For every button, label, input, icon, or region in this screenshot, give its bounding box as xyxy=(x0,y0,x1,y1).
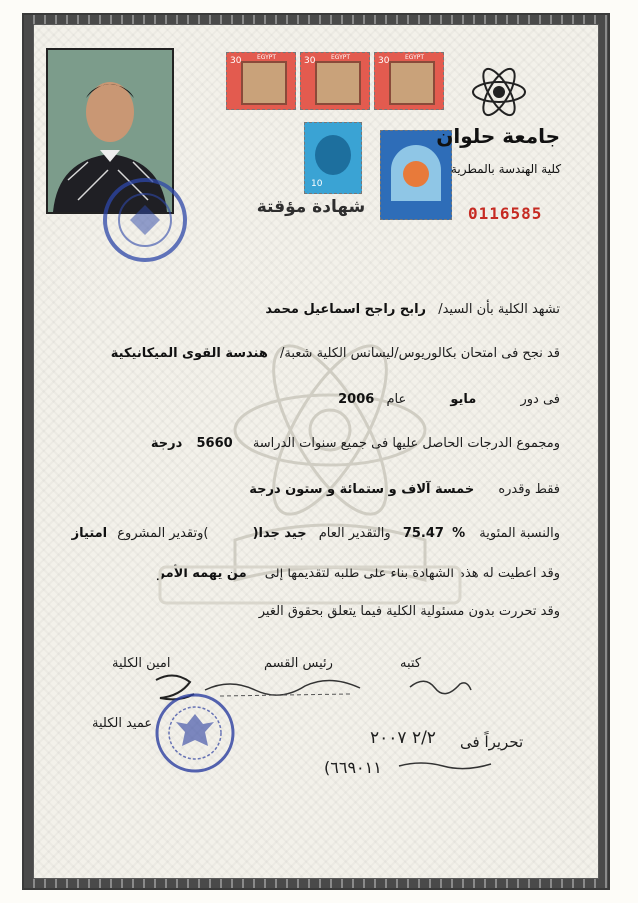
stamp-value: 10 xyxy=(311,179,323,189)
date-signature xyxy=(395,752,495,776)
writer-label: كتبه xyxy=(400,656,422,671)
revenue-stamp xyxy=(226,52,296,110)
stamp-label: EGYPT xyxy=(331,54,351,61)
percentage-value: 75.47 xyxy=(402,526,444,541)
line-degree xyxy=(111,346,560,361)
official-eagle-seal xyxy=(152,690,238,776)
date-label: تحريراً فى xyxy=(460,733,524,751)
project-label: )وتقدير المشروع xyxy=(117,526,209,541)
stamp-value: 30 xyxy=(304,56,316,66)
total-label: ومجموع الدرجات الحاصل عليها فى جميع سنوات الدراسة xyxy=(252,436,560,451)
line-session xyxy=(338,392,560,407)
total-marks: 5660 xyxy=(196,436,233,451)
university-name-watermark xyxy=(150,555,470,615)
issued-label: وقد اعطيت له هذه الشهادة بناء على طلبه لتقديمها إلى xyxy=(264,566,560,581)
grade-label: والتقدير العام xyxy=(318,526,391,541)
stamp-value: 30 xyxy=(230,56,242,66)
degree-label: قد نجح فى امتحان بكالوريوس/ليسانس الكلية شعبة/ xyxy=(280,346,560,361)
secretary-label: امين الكلية xyxy=(112,656,171,671)
project-grade: امتياز xyxy=(71,526,108,541)
line-grade xyxy=(72,526,560,541)
line-words xyxy=(249,482,560,497)
department: هندسة القوى الميكانيكية xyxy=(110,346,268,361)
stamp-value: 30 xyxy=(378,56,390,66)
serial-number: 0116585 xyxy=(468,204,543,223)
disclaimer-text: وقد تحررت بدون مسئولية الكلية فيما يتعلق بحقوق الغير xyxy=(258,604,560,619)
exam-year: 2006 xyxy=(338,392,375,407)
words-label: فقط وقدره xyxy=(498,482,560,497)
name-label: تشهد الكلية بأن السيد/ xyxy=(438,302,560,317)
student-name: رابح راجح اسماعيل محمد xyxy=(265,302,427,317)
line-name xyxy=(265,302,560,317)
revenue-stamp xyxy=(300,52,370,110)
total-in-words: خمسة آلاف و ستمائة و ستون درجة xyxy=(249,482,475,497)
total-unit: درجة xyxy=(150,436,183,451)
line-total xyxy=(151,436,560,451)
revenue-stamp xyxy=(304,122,362,194)
dean-label: عميد الكلية xyxy=(92,716,153,731)
university-name: جامعة حلوان xyxy=(436,124,560,148)
faculty-name: كلية الهندسة بالمطرية xyxy=(450,162,562,176)
reference-number: (٦٦٩٠١١ xyxy=(324,758,382,777)
percentage-label: والنسبة المئوية xyxy=(479,526,560,541)
certificate-title: شهادة مؤقتة xyxy=(256,197,366,217)
exam-month: مايو xyxy=(450,392,477,407)
year-label: عام xyxy=(386,392,407,407)
university-logo-icon xyxy=(468,62,530,122)
issued-to: من يهمه الأمر xyxy=(157,566,247,581)
blue-round-seal xyxy=(90,175,200,265)
issue-date: ٢/٢ ٢٠٠٧ xyxy=(370,728,436,748)
head-label: رئيس القسم xyxy=(264,656,333,671)
percentage-sign: % xyxy=(452,526,466,541)
round-label: فى دور xyxy=(520,392,560,407)
revenue-stamp xyxy=(374,52,444,110)
stamp-label: EGYPT xyxy=(405,54,425,61)
stamp-label: EGYPT xyxy=(257,54,277,61)
writer-signature xyxy=(405,672,475,698)
overall-grade: جيد جدا( xyxy=(252,526,307,541)
